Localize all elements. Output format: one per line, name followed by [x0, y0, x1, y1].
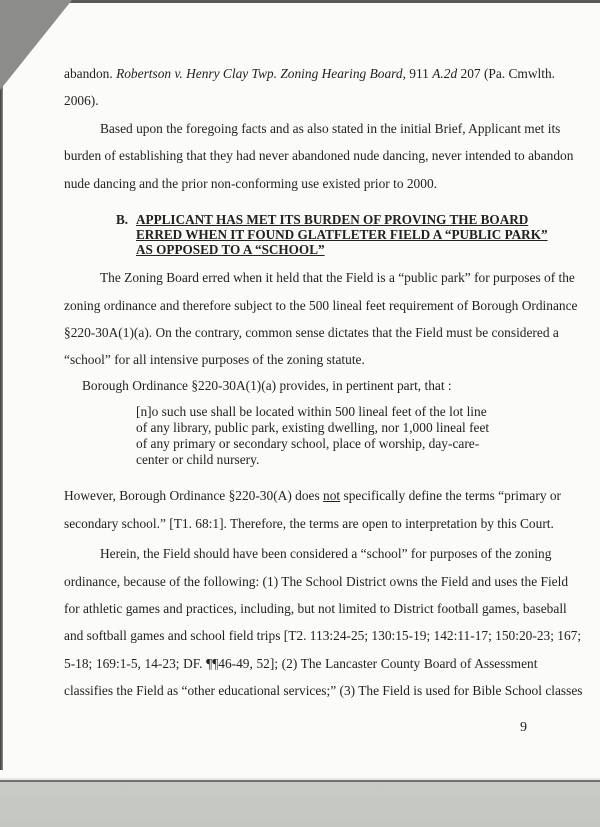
paragraph-3-line-1: The Zoning Board erred when it held that the Field is a “public park” for purposes of the [100, 270, 575, 285]
scan-top-edge [0, 0, 600, 3]
paragraph-1-line-2: 2006). [64, 93, 99, 108]
block-quote-line-4: center or child nursery. [136, 452, 260, 467]
text: 207 (Pa. Cmwlth. [457, 66, 555, 81]
reporter-name: A.2d [432, 66, 458, 81]
paragraph-5-line-2: secondary school.” [T1. 68:1]. Therefore, the terms are open to interpretation by this Court. [64, 516, 554, 531]
paragraph-6-line-4: and softball games and school field trips [T2. 113:24-25; 130:15-19; 142:11-17; 150:20-23; 167; [64, 628, 582, 643]
page-number: 9 [520, 720, 527, 735]
text: , 911 [402, 66, 433, 81]
paragraph-4-intro: Borough Ordinance §220-30A(1)(a) provides, in pertinent part, that : [82, 378, 452, 393]
block-quote [136, 404, 490, 468]
section-letter: B. [116, 212, 129, 227]
paragraph-6-line-2: ordinance, because of the following: (1) The School District owns the Field and uses the Field [64, 574, 569, 589]
paragraph-2-line-3: nude dancing and the prior non-conforming use existed prior to 2000. [64, 176, 437, 191]
paragraph-6-line-3: for athletic games and practices, including, but not limited to District football games, baseball [64, 601, 567, 616]
block-quote-line-1: [n]o such use shall be located within 500 lineal feet of the lot line [136, 404, 487, 419]
block-quote-line-3: of any primary or secondary school, place of worship, day-care- [136, 436, 480, 451]
section-heading-line-1: APPLICANT HAS MET ITS BURDEN OF PROVING THE BOARD [136, 212, 529, 227]
scan-left-edge [0, 0, 3, 770]
scanner-bed [0, 780, 600, 827]
folded-page-corner [0, 0, 72, 90]
paragraph-6-line-1: Herein, the Field should have been considered a “school” for purposes of the zoning [100, 546, 552, 561]
text: abandon. [64, 66, 117, 81]
paragraph-6-line-5: 5-18; 169:1-5, 14-23; DF. ¶¶46-49, 52]; (2) The Lancaster County Board of Assessment [64, 656, 538, 671]
paragraph-2-line-2: burden of establishing that they had never abandoned nude dancing, never intended to abandon [64, 148, 574, 163]
case-citation-name: Robertson v. Henry Clay Twp. Zoning Hearing Board [116, 66, 403, 81]
paragraph-3-line-2: zoning ordinance and therefore subject to the 500 lineal feet requirement of Borough Ordinance [64, 298, 578, 313]
paragraph-5-line-1 [64, 488, 561, 504]
text: specifically define the terms “primary or [340, 488, 562, 503]
paragraph-2-line-1: Based upon the foregoing facts and as also stated in the initial Brief, Applicant met its [100, 121, 561, 136]
text: However, Borough Ordinance §220-30(A) does [64, 488, 324, 503]
emphasis-not: not [323, 488, 341, 503]
section-heading [136, 212, 548, 257]
paragraph-6-line-6: classifies the Field as “other educational services;” (3) The Field is used for Bible School classes [64, 683, 583, 698]
paragraph-3-line-3: §220-30A(1)(a). On the contrary, common sense dictates that the Field must be considered a [64, 325, 559, 340]
paragraph-1-line-1 [64, 66, 555, 82]
section-heading-line-3: AS OPPOSED TO A “SCHOOL” [136, 242, 325, 257]
paragraph-3-line-4: “school” for all intensive purposes of the zoning statute. [64, 352, 365, 367]
block-quote-line-2: of any library, public park, existing dwelling, nor 1,000 lineal feet [136, 420, 490, 435]
section-heading-line-2: ERRED WHEN IT FOUND GLATFLETER FIELD A “PUBLIC PARK” [136, 227, 548, 242]
